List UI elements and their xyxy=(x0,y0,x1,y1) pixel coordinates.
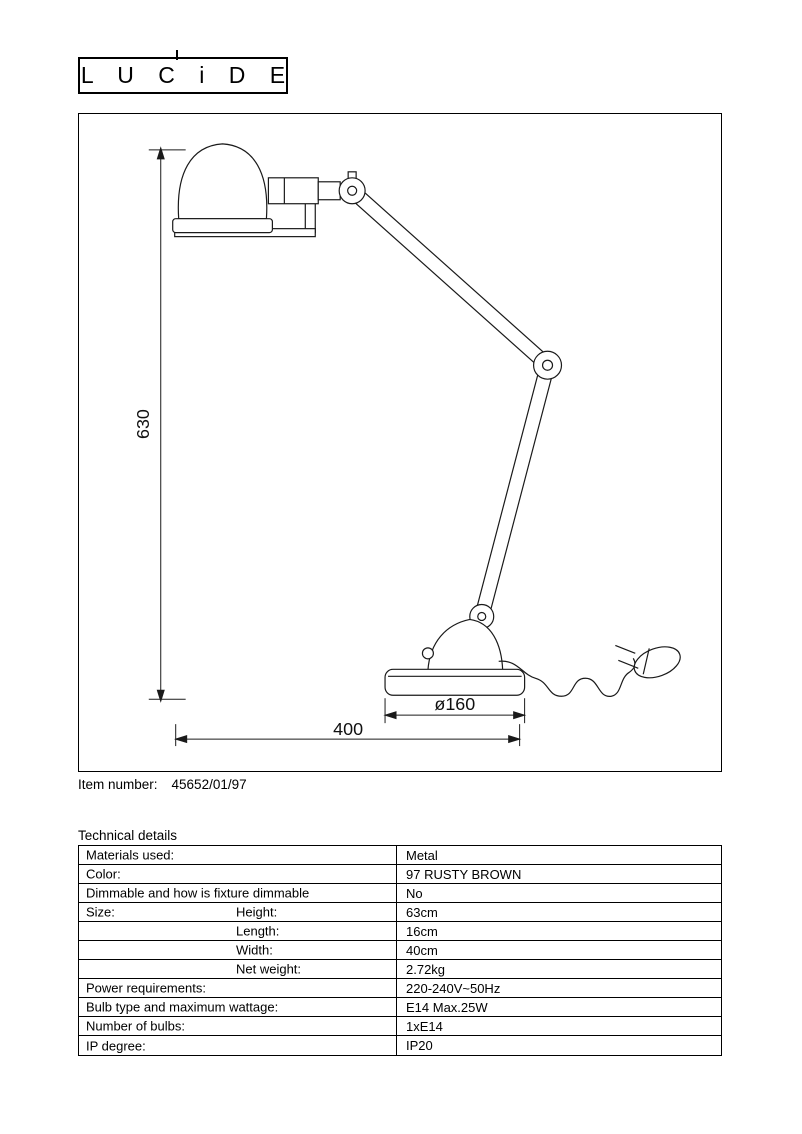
table-row xyxy=(79,960,721,979)
table-row xyxy=(79,1036,721,1055)
lamp-shade xyxy=(173,144,273,233)
row-value: 2.72kg xyxy=(396,960,721,978)
dimension-diameter-label: ø160 xyxy=(434,694,476,715)
lamp-head-hub xyxy=(268,178,340,204)
drawing-frame xyxy=(78,113,722,772)
row-label: IP degree: xyxy=(86,1038,146,1053)
row-sublabel: Length: xyxy=(236,923,280,939)
row-value: No xyxy=(396,884,721,902)
lamp-arm-lower xyxy=(475,363,554,618)
table-row xyxy=(79,998,721,1017)
logo-text: L U C i D E xyxy=(80,62,295,88)
lamp-joint-top xyxy=(339,172,365,204)
lamp-diagram xyxy=(79,114,721,771)
technical-details-title: Technical details xyxy=(78,828,178,843)
lucide-logo xyxy=(78,57,295,94)
row-sublabel: Net weight: xyxy=(236,961,302,977)
dimension-width-label: 400 xyxy=(333,719,364,740)
row-label: Bulb type and maximum wattage: xyxy=(86,999,279,1015)
item-number-label: Item number: xyxy=(78,777,158,792)
row-value: 63cm xyxy=(396,903,721,921)
item-number-value: 45652/01/97 xyxy=(171,777,247,792)
row-label: Color: xyxy=(86,866,121,882)
item-number xyxy=(78,777,247,792)
row-value: 40cm xyxy=(396,941,721,959)
table-row xyxy=(79,903,721,922)
table-row xyxy=(79,941,721,960)
row-label: Materials used: xyxy=(86,847,175,863)
table-row xyxy=(79,979,721,998)
row-sublabel: Height: xyxy=(236,904,278,920)
row-value: 1xE14 xyxy=(396,1017,721,1035)
row-value: 220-240V~50Hz xyxy=(396,979,721,997)
row-label: Size: xyxy=(86,904,115,920)
row-value: 97 RUSTY BROWN xyxy=(396,865,721,883)
lamp-arm-upper xyxy=(347,186,552,371)
row-value: E14 Max.25W xyxy=(396,998,721,1016)
power-plug xyxy=(615,641,684,684)
row-value: IP20 xyxy=(396,1036,721,1055)
table-row xyxy=(79,1017,721,1036)
row-sublabel: Width: xyxy=(236,942,273,958)
logo-tick-mark xyxy=(176,50,178,60)
row-label: Number of bulbs: xyxy=(86,1018,185,1034)
row-label: Dimmable and how is fixture dimmable xyxy=(86,885,310,901)
lamp-base xyxy=(385,619,525,695)
technical-details-table xyxy=(78,845,722,1056)
lamp-joint-elbow xyxy=(534,351,562,379)
row-value: Metal xyxy=(396,846,721,864)
table-row xyxy=(79,846,721,865)
row-label: Power requirements: xyxy=(86,980,206,996)
table-row xyxy=(79,922,721,941)
table-row xyxy=(79,865,721,884)
table-row xyxy=(79,884,721,903)
dimension-height-label: 630 xyxy=(132,409,153,440)
row-value: 16cm xyxy=(396,922,721,940)
